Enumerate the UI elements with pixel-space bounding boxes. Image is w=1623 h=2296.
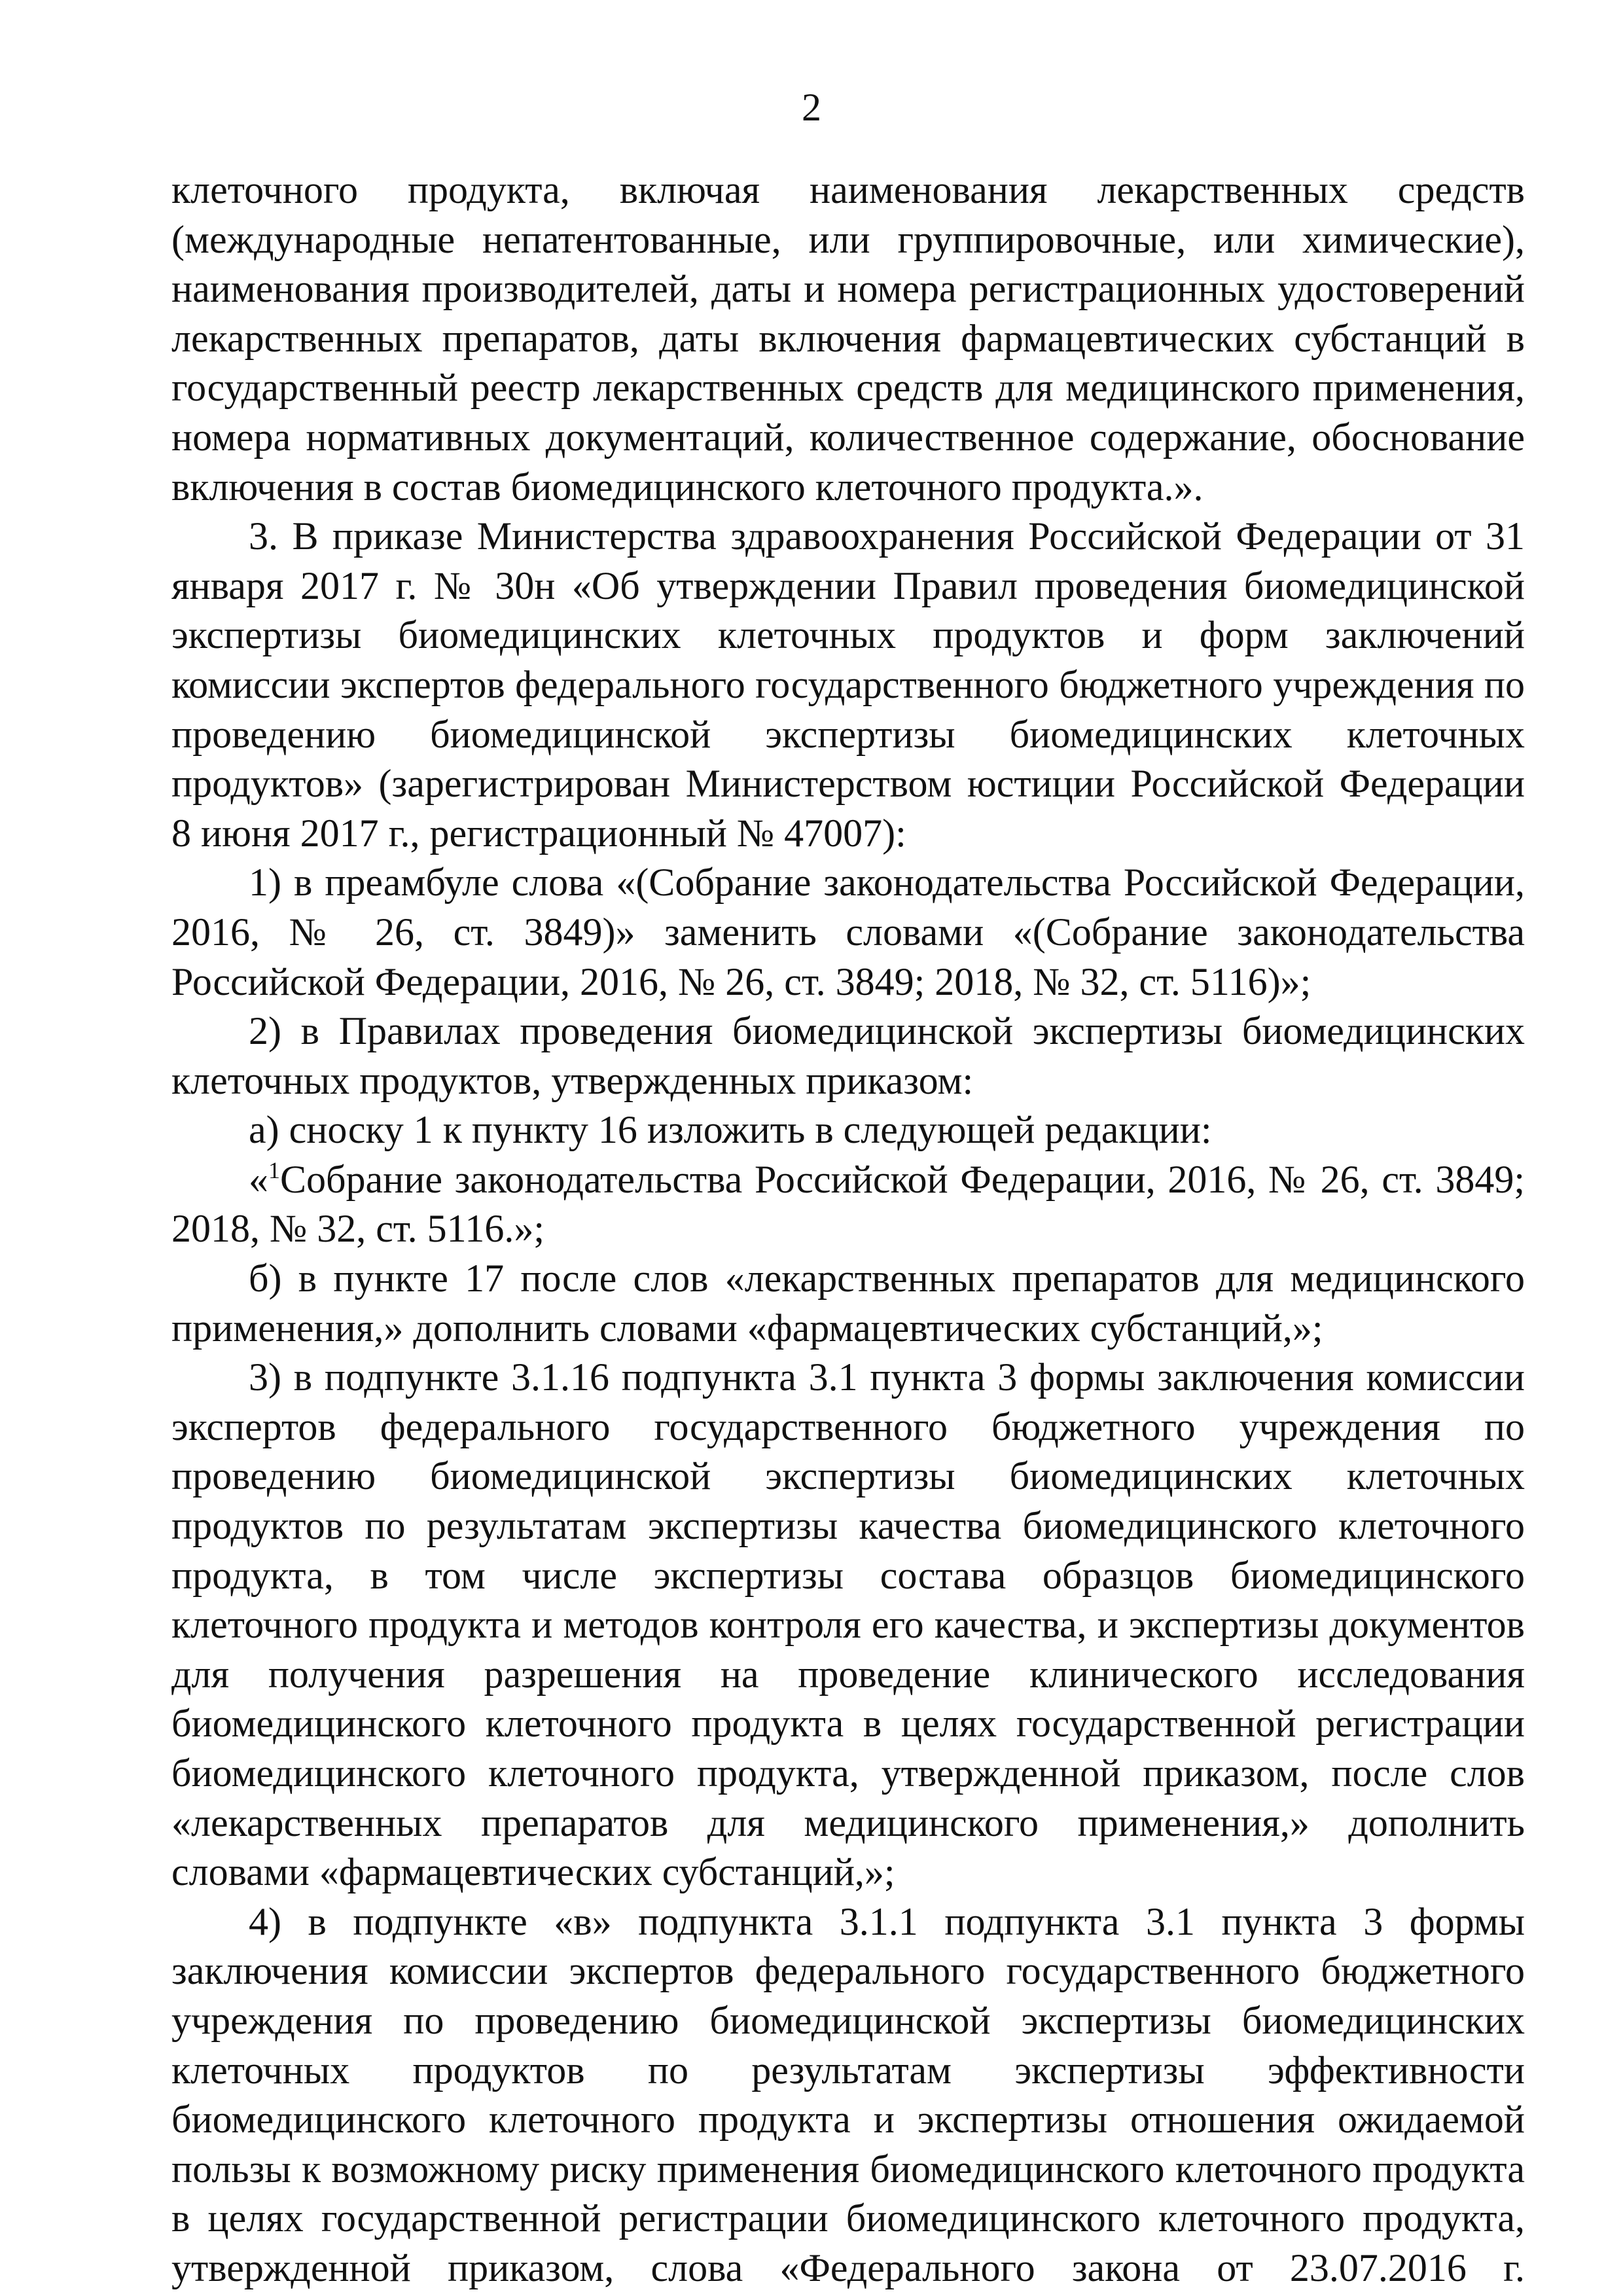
paragraph-continuation: клеточного продукта, включая наименования лекарственных средств (международные непатентованные, или группировочные, или химические), наименования производителей, даты и номера регистрационных удостоверений лекарственных препаратов, даты включения фармацевтических субстанций в государственный реестр лекарственных средств для медицинского применения, номера нормативных документаций, количественное содержание, обоснование включения в состав биомедицинского клеточного продукта.».: [171, 168, 1525, 509]
document-body: [171, 166, 1525, 2293]
paragraph-subitem-4: 4) в подпункте «в» подпункта 3.1.1 подпункта 3.1 пункта 3 формы заключения комиссии экспертов федерального государственного бюджетного учреждения по проведению биомедицинской экспертизы биомедицинских клеточных продуктов по результатам экспертизы эффективности биомедицинского клеточного продукта и экспертизы отношения ожидаемой пользы к возможному риску применения биомедицинского клеточного продукта в целях государственной регистрации биомедицинского клеточного продукта, утвержденной приказом, слова «Федерального закона от 23.07.2016 г.: [171, 1899, 1525, 2289]
footnote-body: Собрание законодательства Российской Федерации, 2016, № 26, ст. 3849; 2018, № 32, ст. 5116.»;: [171, 1157, 1525, 1251]
footnote-open-quote: «: [249, 1157, 268, 1201]
paragraph-subitem-2a: а) сноску 1 к пункту 16 изложить в следующей редакции:: [249, 1108, 1212, 1152]
paragraph-subitem-1: 1) в преамбуле слова «(Собрание законодательства Российской Федерации, 2016, № 26, ст. 3849)» заменить словами «(Собрание законодательства Российской Федерации, 2016, № 26, ст. 3849; 2018, № 32, ст. 5116)»;: [171, 861, 1525, 1003]
paragraph-subitem-3: 3) в подпункте 3.1.16 подпункта 3.1 пункта 3 формы заключения комиссии экспертов федерального государственного бюджетного учреждения по проведению биомедицинской экспертизы биомедицинских клеточных продуктов по результатам экспертизы качества биомедицинского клеточного продукта, в том числе экспертизы состава образцов биомедицинского клеточного продукта и методов контроля его качества, и экспертизы документов для получения разрешения на проведение клинического исследования биомедицинского клеточного продукта в целях государственной регистрации биомедицинского клеточного продукта, утвержденной приказом, после слов «лекарственных препаратов для медицинского применения,» дополнить словами «фармацевтических субстанций,»;: [171, 1355, 1525, 1894]
paragraph-item-3: 3. В приказе Министерства здравоохранения Российской Федерации от 31 января 2017 г. № 30н «Об утверждении Правил проведения биомедицинской экспертизы биомедицинских клеточных продуктов и форм заключений комиссии экспертов федерального государственного бюджетного учреждения по проведению биомедицинской экспертизы биомедицинских клеточных продуктов» (зарегистрирован Министерством юстиции Российской Федерации 8 июня 2017 г., регистрационный № 47007):: [171, 514, 1525, 855]
paragraph-subitem-2b: б) в пункте 17 после слов «лекарственных препаратов для медицинского применения,» дополнить словами «фармацевтических субстанций,»;: [171, 1257, 1525, 1350]
page-number: 2: [802, 86, 821, 129]
paragraph-footnote-text: [171, 1155, 1525, 1254]
paragraph-subitem-2: 2) в Правилах проведения биомедицинской экспертизы биомедицинских клеточных продуктов, утвержденных приказом:: [171, 1009, 1525, 1102]
footnote-marker: 1: [268, 1157, 280, 1183]
